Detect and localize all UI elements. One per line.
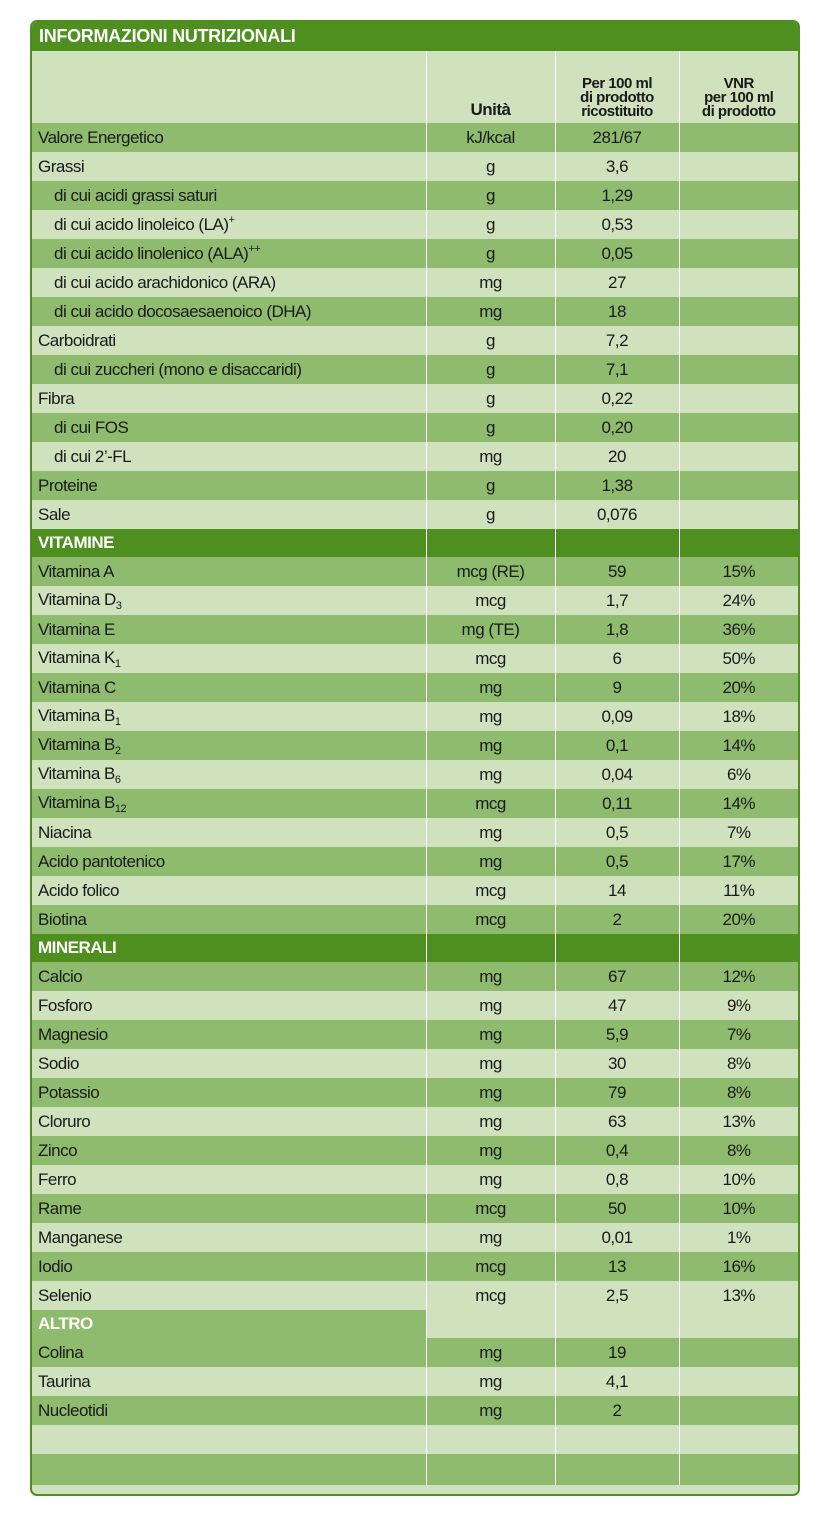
row-label xyxy=(32,586,426,615)
empty-row xyxy=(32,1425,798,1454)
row-label-text: Acido folico xyxy=(38,880,119,900)
row-vnr: 10% xyxy=(679,1165,798,1194)
table-row xyxy=(32,1396,798,1425)
table-row xyxy=(32,268,798,297)
row-unit: mg xyxy=(426,442,555,471)
section-empty-cell xyxy=(555,529,679,557)
row-vnr: 7% xyxy=(679,818,798,847)
table-row xyxy=(32,1165,798,1194)
row-value: 63 xyxy=(555,1107,679,1136)
row-unit: mcg xyxy=(426,1252,555,1281)
row-vnr: 12% xyxy=(679,962,798,991)
header-row xyxy=(32,51,798,123)
row-unit: g xyxy=(426,500,555,529)
row-unit: g xyxy=(426,181,555,210)
row-vnr: 14% xyxy=(679,731,798,760)
row-label xyxy=(32,1049,426,1078)
row-label xyxy=(32,1396,426,1425)
table-row xyxy=(32,760,798,789)
row-label xyxy=(32,760,426,789)
row-value: 0,5 xyxy=(555,818,679,847)
row-label-text: Cloruro xyxy=(38,1111,91,1131)
row-label-text: Valore Energetico xyxy=(38,127,164,147)
row-label xyxy=(32,1194,426,1223)
row-vnr: 36% xyxy=(679,615,798,644)
row-unit: mg xyxy=(426,731,555,760)
section-title: ALTRO xyxy=(32,1310,426,1338)
row-label-text: Grassi xyxy=(38,156,85,176)
row-vnr xyxy=(679,326,798,355)
row-vnr xyxy=(679,152,798,181)
table-row xyxy=(32,1223,798,1252)
empty-cell xyxy=(555,1454,679,1485)
row-label xyxy=(32,1367,426,1396)
table-row xyxy=(32,1252,798,1281)
row-label-text: di cui 2’-FL xyxy=(54,446,132,466)
row-label xyxy=(32,1252,426,1281)
empty-cell xyxy=(32,1425,426,1454)
row-label xyxy=(32,818,426,847)
row-label-text: Vitamina C xyxy=(38,677,116,697)
row-vnr: 50% xyxy=(679,644,798,673)
row-unit: mg (TE) xyxy=(426,615,555,644)
row-vnr xyxy=(679,500,798,529)
header-vnr-line2: per 100 ml xyxy=(704,89,774,106)
row-label-text: Nucleotidi xyxy=(38,1400,108,1420)
row-label xyxy=(32,847,426,876)
row-unit: mg xyxy=(426,1078,555,1107)
row-unit: mg xyxy=(426,1165,555,1194)
table-row xyxy=(32,297,798,326)
row-label xyxy=(32,355,426,384)
header-label-cell xyxy=(32,51,426,123)
row-vnr xyxy=(679,1338,798,1367)
row-label-text: di cui acido arachidonico (ARA) xyxy=(54,272,276,292)
table-row xyxy=(32,181,798,210)
table-row xyxy=(32,673,798,702)
row-label xyxy=(32,413,426,442)
table-row xyxy=(32,471,798,500)
row-value: 0,5 xyxy=(555,847,679,876)
row-value: 0,20 xyxy=(555,413,679,442)
row-unit: mcg xyxy=(426,644,555,673)
row-label-text: di cui zuccheri (mono e disaccaridi) xyxy=(54,359,302,379)
row-label-text: Ferro xyxy=(38,1169,77,1189)
table-row xyxy=(32,152,798,181)
row-label xyxy=(32,1165,426,1194)
row-value: 0,1 xyxy=(555,731,679,760)
row-vnr: 16% xyxy=(679,1252,798,1281)
row-value: 0,8 xyxy=(555,1165,679,1194)
row-value: 1,7 xyxy=(555,586,679,615)
row-label-text: Vitamina B xyxy=(38,734,115,754)
section-header-minerali xyxy=(32,934,798,962)
row-vnr xyxy=(679,181,798,210)
row-unit: mg xyxy=(426,818,555,847)
row-label xyxy=(32,673,426,702)
table-row xyxy=(32,876,798,905)
row-vnr xyxy=(679,1367,798,1396)
row-unit: mg xyxy=(426,702,555,731)
table-row xyxy=(32,702,798,731)
row-label xyxy=(32,644,426,673)
table-row xyxy=(32,731,798,760)
table-row xyxy=(32,847,798,876)
row-label xyxy=(32,905,426,934)
row-unit: g xyxy=(426,210,555,239)
row-vnr: 8% xyxy=(679,1049,798,1078)
row-label xyxy=(32,326,426,355)
row-unit: mg xyxy=(426,1049,555,1078)
row-label xyxy=(32,210,426,239)
row-value: 0,53 xyxy=(555,210,679,239)
table-row xyxy=(32,1338,798,1367)
row-label xyxy=(32,1136,426,1165)
row-label xyxy=(32,557,426,586)
row-value: 0,22 xyxy=(555,384,679,413)
row-unit: mcg xyxy=(426,905,555,934)
row-label-subscript: 2 xyxy=(114,744,121,757)
row-label-text: Colina xyxy=(38,1342,84,1362)
row-vnr: 13% xyxy=(679,1107,798,1136)
row-value: 2 xyxy=(555,1396,679,1425)
table-row xyxy=(32,1367,798,1396)
row-value: 18 xyxy=(555,297,679,326)
section-header-altro xyxy=(32,1310,798,1338)
row-unit: mg xyxy=(426,297,555,326)
section-empty-cell xyxy=(679,934,798,962)
table-row xyxy=(32,1136,798,1165)
header-per100-line1: Per 100 ml xyxy=(581,75,653,92)
row-label-text: Sale xyxy=(38,504,71,524)
row-value: 27 xyxy=(555,268,679,297)
row-label-text: Magnesio xyxy=(38,1024,108,1044)
row-value: 4,1 xyxy=(555,1367,679,1396)
row-vnr xyxy=(679,413,798,442)
row-vnr: 13% xyxy=(679,1281,798,1310)
row-unit: mg xyxy=(426,847,555,876)
section-title: VITAMINE xyxy=(32,529,426,557)
row-label xyxy=(32,181,426,210)
row-vnr: 24% xyxy=(679,586,798,615)
row-unit: g xyxy=(426,384,555,413)
header-per100-line2: di prodotto xyxy=(580,89,654,106)
row-label-superscript: ++ xyxy=(248,243,261,255)
section-empty-cell xyxy=(555,1310,679,1338)
table-row xyxy=(32,239,798,268)
section-empty-cell xyxy=(679,529,798,557)
row-value: 19 xyxy=(555,1338,679,1367)
empty-cell xyxy=(32,1454,426,1485)
header-vnr xyxy=(679,51,798,123)
section-empty-cell xyxy=(426,1310,555,1338)
row-label xyxy=(32,789,426,818)
row-label-text: di cui acido linoleico (LA) xyxy=(54,215,229,234)
row-vnr: 1% xyxy=(679,1223,798,1252)
table-row xyxy=(32,210,798,239)
row-label xyxy=(32,702,426,731)
row-unit: mg xyxy=(426,991,555,1020)
row-label-text: Biotina xyxy=(38,909,87,929)
table-row xyxy=(32,991,798,1020)
row-value: 2,5 xyxy=(555,1281,679,1310)
row-vnr: 14% xyxy=(679,789,798,818)
row-label-text: Fibra xyxy=(38,388,75,408)
row-label-text: Iodio xyxy=(38,1256,73,1276)
row-unit: kJ/kcal xyxy=(426,123,555,152)
table-row xyxy=(32,1281,798,1310)
header-vnr-line3: di prodotto xyxy=(701,103,776,120)
row-label-subscript: 1 xyxy=(114,657,121,670)
row-label xyxy=(32,500,426,529)
table-row xyxy=(32,818,798,847)
row-label-text: Carboidrati xyxy=(38,330,116,350)
row-label-text: Vitamina K xyxy=(38,647,115,667)
row-label xyxy=(32,1281,426,1310)
row-value: 13 xyxy=(555,1252,679,1281)
row-label-text: di cui FOS xyxy=(54,417,129,437)
table-row xyxy=(32,1107,798,1136)
row-label-text: Potassio xyxy=(38,1082,100,1102)
table-row xyxy=(32,789,798,818)
row-vnr: 18% xyxy=(679,702,798,731)
row-unit: mcg xyxy=(426,586,555,615)
row-label xyxy=(32,1223,426,1252)
section-title: MINERALI xyxy=(32,934,426,962)
row-value: 0,04 xyxy=(555,760,679,789)
table-row xyxy=(32,413,798,442)
row-value: 0,09 xyxy=(555,702,679,731)
row-value: 9 xyxy=(555,673,679,702)
row-label xyxy=(32,268,426,297)
row-label xyxy=(32,731,426,760)
row-vnr: 20% xyxy=(679,673,798,702)
row-value: 281/67 xyxy=(555,123,679,152)
row-vnr xyxy=(679,268,798,297)
table-row xyxy=(32,442,798,471)
row-label-text: Niacina xyxy=(38,822,92,842)
empty-cell xyxy=(426,1425,555,1454)
row-value: 20 xyxy=(555,442,679,471)
row-label xyxy=(32,123,426,152)
row-value: 7,2 xyxy=(555,326,679,355)
row-vnr xyxy=(679,297,798,326)
table-row xyxy=(32,500,798,529)
row-vnr: 11% xyxy=(679,876,798,905)
nutrition-panel xyxy=(30,20,800,1496)
nutrition-table xyxy=(32,51,798,1485)
row-vnr xyxy=(679,442,798,471)
table-row xyxy=(32,615,798,644)
section-empty-cell xyxy=(679,1310,798,1338)
row-label-text: Fosforo xyxy=(38,995,93,1015)
row-vnr xyxy=(679,123,798,152)
row-unit: mcg xyxy=(426,876,555,905)
row-label-subscript: 3 xyxy=(115,599,122,612)
row-vnr: 7% xyxy=(679,1020,798,1049)
table-row xyxy=(32,557,798,586)
table-row xyxy=(32,962,798,991)
row-label-text: Taurina xyxy=(38,1371,91,1391)
row-vnr: 8% xyxy=(679,1078,798,1107)
row-vnr: 17% xyxy=(679,847,798,876)
row-value: 0,01 xyxy=(555,1223,679,1252)
row-unit: g xyxy=(426,413,555,442)
row-label-text: Vitamina B xyxy=(38,792,115,812)
row-vnr: 9% xyxy=(679,991,798,1020)
row-unit: mg xyxy=(426,1367,555,1396)
empty-cell xyxy=(555,1425,679,1454)
row-unit: g xyxy=(426,471,555,500)
row-unit: mg xyxy=(426,1020,555,1049)
table-row xyxy=(32,123,798,152)
row-label-text: Selenio xyxy=(38,1285,92,1305)
row-value: 59 xyxy=(555,557,679,586)
panel-title: INFORMAZIONI NUTRIZIONALI xyxy=(32,22,798,51)
row-unit: g xyxy=(426,355,555,384)
row-unit: mg xyxy=(426,1396,555,1425)
row-label xyxy=(32,152,426,181)
row-value: 5,9 xyxy=(555,1020,679,1049)
table-row xyxy=(32,644,798,673)
row-unit: mg xyxy=(426,1338,555,1367)
row-label xyxy=(32,1338,426,1367)
row-value: 2 xyxy=(555,905,679,934)
empty-cell xyxy=(679,1454,798,1485)
row-label-text: Manganese xyxy=(38,1227,123,1247)
header-per100-line3: ricostituito xyxy=(581,103,653,120)
header-per100 xyxy=(555,51,679,123)
row-label xyxy=(32,1020,426,1049)
row-value: 79 xyxy=(555,1078,679,1107)
row-label-subscript: 6 xyxy=(114,773,121,786)
empty-cell xyxy=(426,1454,555,1485)
row-unit: g xyxy=(426,239,555,268)
row-vnr xyxy=(679,1396,798,1425)
row-value: 1,29 xyxy=(555,181,679,210)
section-header-vitamine xyxy=(32,529,798,557)
row-vnr: 15% xyxy=(679,557,798,586)
row-unit: g xyxy=(426,152,555,181)
row-label-text: Vitamina E xyxy=(38,619,115,639)
row-value: 0,076 xyxy=(555,500,679,529)
row-value: 0,11 xyxy=(555,789,679,818)
row-unit: mg xyxy=(426,1223,555,1252)
table-row xyxy=(32,384,798,413)
row-label xyxy=(32,239,426,268)
row-unit: g xyxy=(426,326,555,355)
row-unit: mcg xyxy=(426,789,555,818)
row-vnr xyxy=(679,355,798,384)
row-unit: mcg xyxy=(426,1194,555,1223)
row-vnr: 10% xyxy=(679,1194,798,1223)
row-value: 47 xyxy=(555,991,679,1020)
section-empty-cell xyxy=(426,529,555,557)
row-unit: mg xyxy=(426,1136,555,1165)
table-row xyxy=(32,1194,798,1223)
row-value: 67 xyxy=(555,962,679,991)
row-label-text: Vitamina A xyxy=(38,561,114,581)
row-unit: mg xyxy=(426,1107,555,1136)
row-label-text: Rame xyxy=(38,1198,82,1218)
row-label-text: di cui acido docosaesaenoico (DHA) xyxy=(54,301,312,321)
row-value: 6 xyxy=(555,644,679,673)
row-unit: mg xyxy=(426,673,555,702)
row-vnr: 20% xyxy=(679,905,798,934)
empty-cell xyxy=(679,1425,798,1454)
row-label-text: Calcio xyxy=(38,966,83,986)
row-unit: mg xyxy=(426,760,555,789)
row-vnr xyxy=(679,384,798,413)
table-row xyxy=(32,326,798,355)
row-label-text: Zinco xyxy=(38,1140,78,1160)
row-label-text: Vitamina D xyxy=(38,589,116,609)
row-value: 0,4 xyxy=(555,1136,679,1165)
row-label-text: Proteine xyxy=(38,475,98,495)
row-label xyxy=(32,297,426,326)
table-row xyxy=(32,905,798,934)
row-value: 3,6 xyxy=(555,152,679,181)
header-vnr-line1: VNR xyxy=(723,75,754,92)
row-label-subscript: 1 xyxy=(114,715,121,728)
row-unit: mcg (RE) xyxy=(426,557,555,586)
row-value: 30 xyxy=(555,1049,679,1078)
row-vnr xyxy=(679,210,798,239)
row-vnr: 8% xyxy=(679,1136,798,1165)
table-row xyxy=(32,1049,798,1078)
row-value: 7,1 xyxy=(555,355,679,384)
row-label-superscript: + xyxy=(228,214,235,226)
row-label-text: di cui acido linolenico (ALA) xyxy=(54,244,249,263)
table-row xyxy=(32,355,798,384)
row-label xyxy=(32,615,426,644)
row-value: 1,8 xyxy=(555,615,679,644)
row-unit: mcg xyxy=(426,1281,555,1310)
table-row xyxy=(32,586,798,615)
row-value: 50 xyxy=(555,1194,679,1223)
row-value: 1,38 xyxy=(555,471,679,500)
row-label-text: Acido pantotenico xyxy=(38,851,165,871)
row-label-text: Sodio xyxy=(38,1053,79,1073)
row-vnr: 6% xyxy=(679,760,798,789)
empty-row xyxy=(32,1454,798,1485)
row-vnr xyxy=(679,239,798,268)
row-label xyxy=(32,384,426,413)
row-label xyxy=(32,876,426,905)
row-label-text: Vitamina B xyxy=(38,705,115,725)
table-row xyxy=(32,1078,798,1107)
row-label xyxy=(32,962,426,991)
row-label xyxy=(32,471,426,500)
row-value: 0,05 xyxy=(555,239,679,268)
row-value: 14 xyxy=(555,876,679,905)
header-unit: Unità xyxy=(426,51,555,123)
row-label xyxy=(32,991,426,1020)
row-label-subscript: 12 xyxy=(114,802,127,815)
row-label-text: di cui acidi grassi saturi xyxy=(54,185,217,205)
row-label xyxy=(32,1107,426,1136)
row-vnr xyxy=(679,471,798,500)
row-label xyxy=(32,442,426,471)
section-empty-cell xyxy=(555,934,679,962)
section-empty-cell xyxy=(426,934,555,962)
row-label xyxy=(32,1078,426,1107)
row-unit: mg xyxy=(426,962,555,991)
row-unit: mg xyxy=(426,268,555,297)
table-row xyxy=(32,1020,798,1049)
row-label-text: Vitamina B xyxy=(38,763,115,783)
